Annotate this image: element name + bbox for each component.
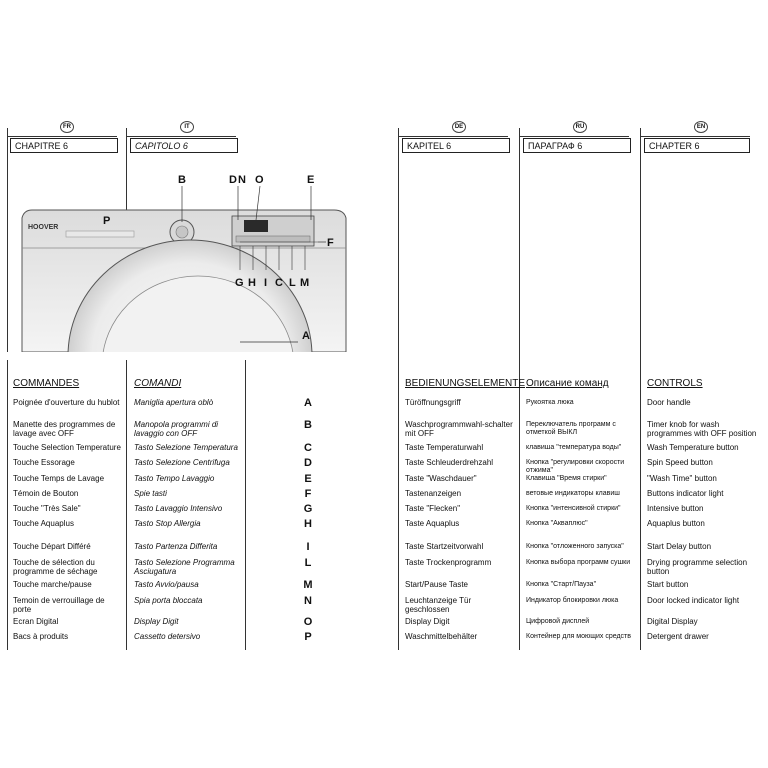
control-letter: A [304,397,312,409]
control-desc-ru: Контейнер для моющих средств [526,633,631,640]
control-desc-en: Spin Speed button [647,458,713,467]
control-desc-ru: Кнопка "Старт/Пауза" [526,581,597,588]
control-desc-it: Tasto Selezione Programma Asciugatura [134,558,235,576]
control-letter: G [303,503,313,515]
control-desc-de: Taste "Flecken" [405,504,461,513]
callout-b: B [178,174,186,186]
callout-d: D [229,174,237,186]
control-desc-fr: Touche Départ Différé [13,542,91,551]
brand-logo: HOOVER [28,224,59,231]
flag-fr: FR [60,121,74,133]
control-desc-ru: Клавиша "Время стирки" [526,475,607,482]
control-desc-ru: Рукоятка люка [526,399,574,406]
control-letter: D [304,457,312,469]
control-desc-it: Display Digit [134,617,179,626]
control-desc-de: Tastenanzeigen [405,489,462,498]
control-desc-it: Spie tasti [134,489,167,498]
control-desc-de: Start/Pause Taste [405,580,468,589]
control-desc-fr: Bacs à produits [13,632,69,641]
flag-ru: RU [573,121,587,133]
control-desc-fr: Touche Aquaplus [13,519,74,528]
flag-rule [640,136,750,137]
control-desc-fr: Poignée d'ouverture du hublot [13,398,120,407]
illustration-crop [0,352,360,360]
control-desc-ru: ветовые индикаторы клавиш [526,490,620,497]
control-letter: H [304,518,312,530]
control-letter: I [306,541,310,553]
callout-f: F [327,237,334,249]
chapter-header-it: CAPITOLO 6 [130,138,238,153]
control-desc-de: Taste Schleuderdrehzahl [405,458,494,467]
callout-e: E [307,174,315,186]
control-desc-ru: Цифровой дисплей [526,618,590,625]
control-desc-fr: Touche marche/pause [13,580,92,589]
callout-l: L [289,277,296,289]
callout-o: O [255,174,264,186]
control-desc-fr: Manette des programmes de lavage avec OFF [13,420,116,438]
chapter-header-en: CHAPTER 6 [644,138,750,153]
callout-h: H [248,277,256,289]
chapter-header-de: KAPITEL 6 [402,138,510,153]
control-desc-ru: Кнопка "отложенного запуска" [526,543,624,550]
control-desc-fr: Touche de sélection du programme de séchage [13,558,98,576]
control-letter: N [304,595,312,607]
control-letter: F [304,488,312,500]
control-desc-ru: Индикатор блокировки люка [526,597,619,604]
control-desc-de: Leuchtanzeige Tür geschlossen [405,596,472,614]
flag-it: IT [180,121,194,133]
section-title-it: COMANDI [134,378,182,389]
callout-c: C [275,277,283,289]
callout-p: P [103,215,111,227]
control-desc-en: Wash Temperature button [647,443,739,452]
control-desc-it: Tasto Stop Allergia [134,519,201,528]
control-desc-en: Drying programme selection button [647,558,748,576]
digital-display [244,220,268,232]
divider-ru [519,128,520,650]
control-desc-ru: Кнопка "регулировки скорости отжима" [526,459,625,474]
control-desc-en: Digital Display [647,617,698,626]
control-desc-fr: Touche Temps de Lavage [13,474,105,483]
chapter-header-ru: ПАРАГРАФ 6 [523,138,631,153]
control-desc-de: Waschprogrammwahl-schalter mit OFF [405,420,513,438]
control-desc-it: Tasto Selezione Temperatura [134,443,238,452]
control-desc-it: Tasto Lavaggio Intensivo [134,504,223,513]
control-desc-en: Door locked indicator light [647,596,740,605]
control-letter: P [304,631,312,643]
control-letter: B [304,419,312,431]
section-title-en: CONTROLS [647,378,703,389]
control-desc-it: Manopola programmi di lavaggio con OFF [134,420,219,438]
control-desc-fr: Témoin de Bouton [13,489,79,498]
control-desc-it: Tasto Avvio/pausa [134,580,199,589]
divider-en [640,128,641,650]
control-letter: M [303,579,313,591]
control-desc-it: Tasto Partenza Differita [134,542,218,551]
divider-letters [245,360,246,650]
control-desc-de: Taste Aquaplus [405,519,460,528]
control-desc-de: Display Digit [405,617,450,626]
flag-rule [519,136,629,137]
control-desc-ru: клавиша "температура воды" [526,444,622,451]
timer-knob-center [176,226,188,238]
control-desc-en: Start Delay button [647,542,712,551]
control-desc-de: Taste Temperaturwahl [405,443,484,452]
callout-n: N [238,174,246,186]
control-desc-en: "Wash Time" button [647,474,717,483]
control-desc-fr: Touche Essorage [13,458,75,467]
callout-g: G [235,277,244,289]
control-desc-de: Taste Startzeitvorwahl [405,542,484,551]
control-desc-fr: Touche Selection Temperature [13,443,121,452]
section-title-ru: Описание команд [526,378,609,389]
control-desc-it: Spia porta bloccata [134,596,203,605]
flag-rule [126,136,236,137]
control-desc-en: Aquaplus button [647,519,705,528]
control-letter: C [304,442,312,454]
callout-i: I [264,277,268,289]
control-desc-fr: Touche "Très Sale" [13,504,81,513]
control-desc-ru: Кнопка выбора программ сушки [526,559,631,566]
flag-en: EN [694,121,708,133]
flag-rule [398,136,508,137]
control-desc-it: Tasto Selezione Centrifuga [134,458,230,467]
control-letter: O [303,616,313,628]
callout-m: M [300,277,310,289]
control-desc-en: Buttons indicator light [647,489,724,498]
control-desc-de: Taste Trockenprogramm [405,558,492,567]
flag-rule [7,136,117,137]
control-desc-de: Taste "Waschdauer" [405,474,477,483]
control-desc-de: Türöffnungsgriff [405,398,461,407]
control-desc-en: Detergent drawer [647,632,709,641]
control-desc-it: Tasto Tempo Lavaggio [134,474,215,483]
control-desc-it: Maniglia apertura oblò [134,398,214,407]
section-title-de: BEDIENUNGSELEMENTE [405,378,526,389]
panel-buttons-row [236,236,310,242]
control-letter: E [304,473,312,485]
washing-machine-illustration [0,160,360,360]
control-desc-en: Door handle [647,398,691,407]
control-desc-fr: Temoin de verrouillage de porte [13,596,105,614]
control-desc-fr: Ecran Digital [13,617,59,626]
detergent-drawer [66,231,134,237]
control-desc-ru: Кнопка "интенсивной стирки" [526,505,621,512]
divider-de [398,128,399,650]
control-desc-en: Timer knob for wash programmes with OFF position [647,420,757,438]
control-desc-de: Waschmittelbehälter [405,632,478,641]
chapter-header-fr: CHAPITRE 6 [10,138,118,153]
flag-de: DE [452,121,466,133]
callout-a: A [302,330,310,342]
section-title-fr: COMMANDES [13,378,80,389]
control-letter: L [304,557,312,569]
control-desc-it: Cassetto detersivo [134,632,201,641]
control-desc-ru: Переключатель программ с отметкой ВЫКЛ [526,421,616,436]
control-desc-en: Start button [647,580,689,589]
control-desc-en: Intensive button [647,504,704,513]
control-desc-ru: Кнопка "Аквaплюс" [526,520,588,527]
